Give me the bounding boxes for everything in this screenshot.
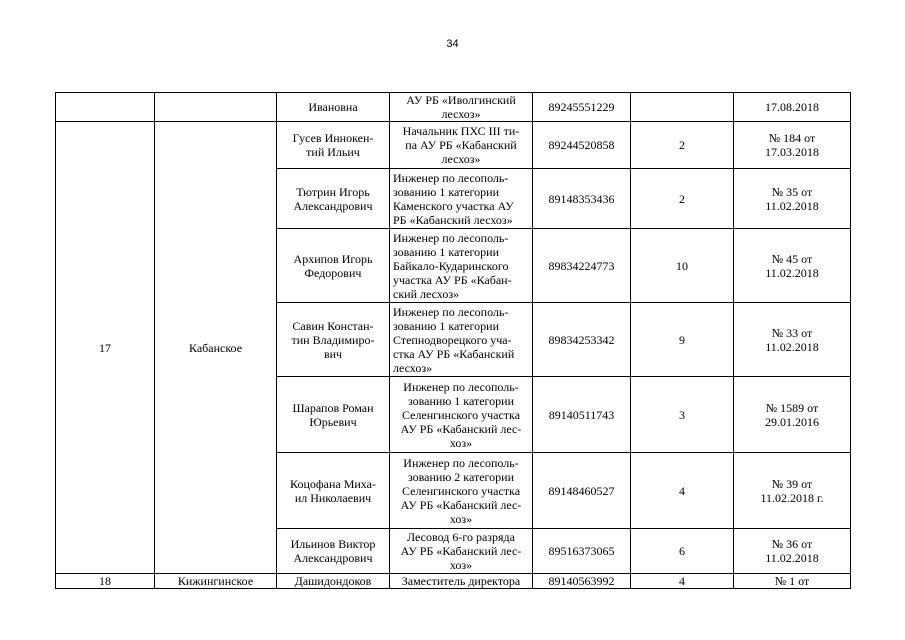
cell-number: 17	[56, 122, 155, 574]
cell-name: Гусев Иннокен- тий Ильич	[277, 122, 390, 169]
cell-quantity: 2	[631, 122, 734, 169]
cell-phone: 89834224773	[533, 229, 631, 303]
cell-phone: 89245551229	[533, 93, 631, 122]
cell-name: Тютрин Игорь Александрович	[277, 169, 390, 229]
cell-name: Дашидондоков	[277, 574, 390, 589]
cell-quantity: 10	[631, 229, 734, 303]
cell-quantity: 9	[631, 303, 734, 377]
cell-position: Начальник ПХС III ти- па АУ РБ «Кабанский лесхоз»	[390, 122, 533, 169]
cell-document: № 45 от 11.02.2018	[734, 229, 851, 303]
cell-quantity: 4	[631, 453, 734, 529]
cell-phone: 89834253342	[533, 303, 631, 377]
cell-document: № 33 от 11.02.2018	[734, 303, 851, 377]
cell-quantity: 6	[631, 529, 734, 574]
forestry-contacts-table	[55, 92, 851, 589]
cell-position: Заместитель директора	[390, 574, 533, 589]
cell-position: Лесовод 6-го разряда АУ РБ «Кабанский лес- хоз»	[390, 529, 533, 574]
cell-phone: 89244520858	[533, 122, 631, 169]
cell-position: Инженер по лесополь- зованию 1 категории Каменского участка АУ РБ «Кабанский лесхоз»	[390, 169, 533, 229]
cell-quantity: 4	[631, 574, 734, 589]
page-number: 34	[446, 38, 459, 50]
cell-phone: 89140563992	[533, 574, 631, 589]
cell-phone: 89140511743	[533, 377, 631, 453]
cell-document: № 35 от 11.02.2018	[734, 169, 851, 229]
cell-quantity: 3	[631, 377, 734, 453]
cell-name: Коцофана Миха- ил Николаевич	[277, 453, 390, 529]
cell-name: Савин Констан- тин Владимиро- вич	[277, 303, 390, 377]
cell-district: Кижингинское	[155, 574, 277, 589]
cell-document: 17.08.2018	[734, 93, 851, 122]
cell-district	[155, 93, 277, 122]
cell-document: № 36 от 11.02.2018	[734, 529, 851, 574]
cell-phone: 89148460527	[533, 453, 631, 529]
cell-position: Инженер по лесополь- зованию 1 категории Степнодворецкого уча- стка АУ РБ «Кабанский лесхоз»	[390, 303, 533, 377]
cell-position: Инженер по лесополь- зованию 1 категории Байкало-Кударинского участка АУ РБ «Кабан- ский лесхоз»	[390, 229, 533, 303]
table-row	[56, 122, 851, 169]
cell-quantity	[631, 93, 734, 122]
cell-name: Архипов Игорь Федорович	[277, 229, 390, 303]
cell-document: № 184 от 17.03.2018	[734, 122, 851, 169]
cell-quantity: 2	[631, 169, 734, 229]
cell-phone: 89516373065	[533, 529, 631, 574]
cell-name: Ильинов Виктор Александрович	[277, 529, 390, 574]
cell-position: АУ РБ «Иволгинский лесхоз»	[390, 93, 533, 122]
cell-phone: 89148353436	[533, 169, 631, 229]
cell-document: № 1589 от 29.01.2016	[734, 377, 851, 453]
cell-position: Инженер по лесополь- зованию 2 категории Селенгинского участка АУ РБ «Кабанский лес- хоз»	[390, 453, 533, 529]
cell-number: 18	[56, 574, 155, 589]
table-row	[56, 93, 851, 122]
cell-document: № 1 от	[734, 574, 851, 589]
cell-name: Шарапов Роман Юрьевич	[277, 377, 390, 453]
cell-document: № 39 от 11.02.2018 г.	[734, 453, 851, 529]
cell-number	[56, 93, 155, 122]
cell-name: Ивановна	[277, 93, 390, 122]
cell-district: Кабанское	[155, 122, 277, 574]
cell-position: Инженер по лесополь- зованию 1 категории Селенгинского участка АУ РБ «Кабанский лес- хоз»	[390, 377, 533, 453]
table-row	[56, 574, 851, 589]
